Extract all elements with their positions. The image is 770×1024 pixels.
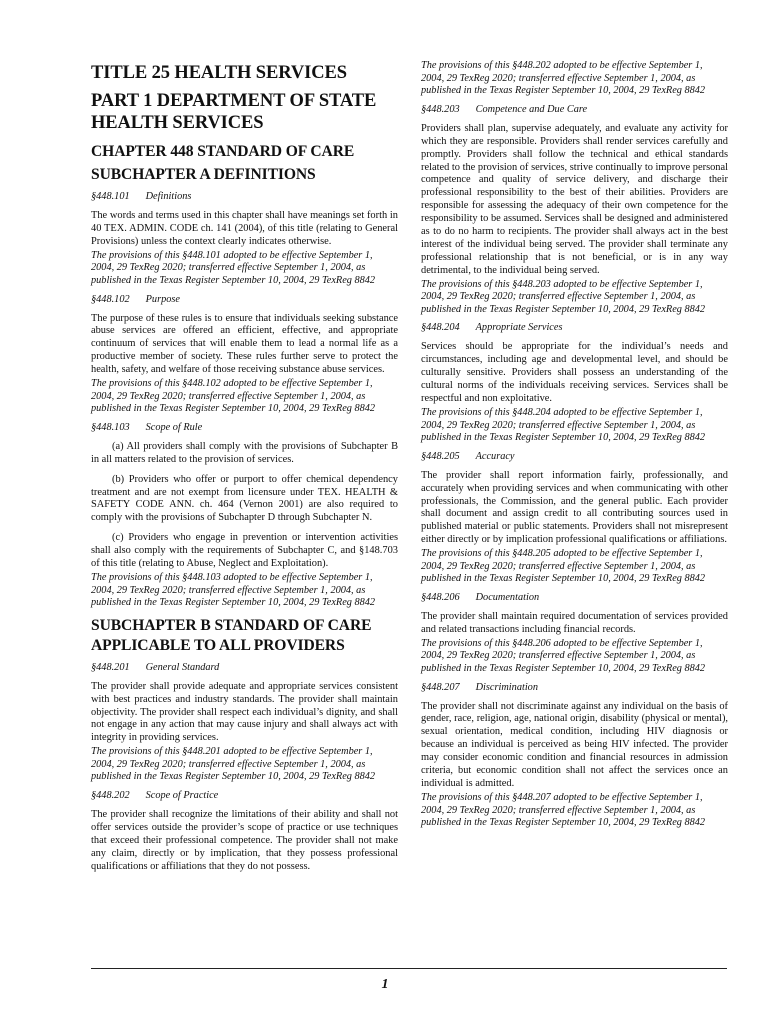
section-heading-448-101: §448.101 Definitions bbox=[91, 191, 192, 202]
section-heading-448-103: §448.103 Scope of Rule bbox=[91, 421, 203, 433]
section-body: The words and terms used in this chapter shall have meanings set forth in 40 TEX. ADMIN. CODE ch. 141 (2004), of this title (relating to General Provisions) unless the context clearly indicates otherwise. bbox=[91, 210, 398, 247]
history-note: The provisions of this §448.201 adopted to be effective September 1, 2004, 29 TexReg 2020; transferred effective September 1, 2004, as published in the Texas Register September 10, 2004, 29 TexReg 8842 bbox=[91, 746, 376, 783]
section-body: The provider shall provide adequate and appropriate services consistent with best practices and industry standards. The provider shall maintain objectivity. The provider shall respect each individual’s dignity, and shall not engage in any action that may cause injury and shall always act with integrity in providing services. bbox=[91, 680, 398, 744]
section-heading-448-203: §448.203 Competence and Due Care bbox=[421, 103, 588, 115]
section-body: Services should be appropriate for the individual’s needs and circumstances, including age and developmental level, and should be culturally sensitive. Providers shall possess an understanding of the cultural norms of the individuals receiving services. Services shall be respectful and non exploitative. bbox=[421, 341, 728, 405]
subsection-a: (a) All providers shall comply with the provisions of Subchapter B in all matters related to the provision of services. bbox=[91, 440, 398, 465]
section-heading-448-102: §448.102 Purpose bbox=[91, 293, 180, 305]
chapter-heading: CHAPTER 448 STANDARD OF CARE bbox=[91, 143, 355, 160]
subchapter-a-heading: SUBCHAPTER A DEFINITIONS bbox=[91, 166, 316, 183]
section-body: The provider shall recognize the limitations of their ability and shall not offer services outside the provider’s scope of practice or use techniques that exceed their professional competence. The provider shall not make any claim, directly or by implication, that they possess professional qualifications or affiliations that they do not possess. bbox=[91, 809, 398, 872]
subsection-c: (c) Providers who engage in prevention or intervention activities shall also comply with the requirements of Subchapter C, and §148.703 of this title (relating to Abuse, Neglect and Exploitation). bbox=[91, 532, 398, 570]
title-heading: TITLE 25 HEALTH SERVICES bbox=[91, 63, 347, 83]
section-heading-448-202: §448.202 Scope of Practice bbox=[91, 790, 219, 802]
section-body: The purpose of these rules is to ensure that individuals seeking substance abuse services are offered an efficient, effective, and appropriate continuum of services that will enable them to lead a normal life as a productive member of society. These rules further serve to protect the health, safety, and welfare of those receiving substance abuse services. bbox=[91, 312, 398, 376]
page-number: 1 bbox=[381, 977, 389, 992]
subchapter-b-heading: SUBCHAPTER B STANDARD OF CARE APPLICABLE TO ALL PROVIDERS bbox=[91, 616, 372, 654]
history-note: The provisions of this §448.101 adopted to be effective September 1, 2004, 29 TexReg 2020; transferred effective September 1, 2004, as published in the Texas Register September 10, 2004, 29 TexReg 8842 bbox=[91, 249, 376, 286]
section-heading-448-204: §448.204 Appropriate Services bbox=[421, 322, 563, 334]
section-heading-448-201: §448.201 General Standard bbox=[91, 661, 220, 673]
right-column bbox=[421, 60, 728, 834]
section-body: The provider shall maintain required documentation of services provided and related transactions including financial records. bbox=[421, 610, 728, 635]
history-note: The provisions of this §448.205 adopted to be effective September 1, 2004, 29 TexReg 2020; transferred effective September 1, 2004, as published in the Texas Register September 10, 2004, 29 TexReg 8842 bbox=[421, 548, 706, 585]
subsection-b: (b) Providers who offer or purport to offer chemical dependency treatment and are not exempt from licensure under TEX. HEALTH & SAFETY CODE ANN. ch. 464 (Vernon 2001) are also required to comply with the provisions of Subchapter D through Subchapter N. bbox=[91, 473, 398, 524]
section-body: The provider shall not discriminate against any individual on the basis of gender, race, religion, age, national origin, disability (physical or mental), sexual orientation, medical condition, including HIV diagnosis or because an individual is perceived as being HIV infected. The provider may consider economic condition and financial resources in admission criteria, but economic condition shall not affect the services once an individual is admitted. bbox=[421, 700, 728, 789]
section-body: Providers shall plan, supervise adequately, and evaluate any activity for which they are responsible. Providers shall render services carefully and promptly. Providers shall follow the technical and ethical standards related to the provision of services, strive continually to improve personal competence and quality of service delivery, and discharge their professional responsibility to the best of their abilities. Providers are responsible for assessing the adequacy of their own competence for the responsibility to be assumed. Services shall be designed and administered as to do no harm to recipients. The provider shall always act in the best interest of the individual being served. The provider shall terminate any professional relationship that is not beneficial, or is in any way detrimental, to the individual being served. bbox=[421, 122, 728, 276]
part-heading: PART 1 DEPARTMENT OF STATE HEALTH SERVICES bbox=[91, 91, 377, 133]
section-body: The provider shall report information fairly, professionally, and accurately when providing services and when communicating with other professionals, the Commission, and the general public. Each provider shall document and assign credit to all contributing sources used in published material or public statements. Providers shall not misrepresent either directly or by implication professional qualifications or affiliations. bbox=[421, 469, 728, 546]
section-heading-448-206: §448.206 Documentation bbox=[421, 591, 540, 603]
history-note: The provisions of this §448.206 adopted to be effective September 1, 2004, 29 TexReg 2020; transferred effective September 1, 2004, as published in the Texas Register September 10, 2004, 29 TexReg 8842 bbox=[421, 637, 706, 674]
history-note: The provisions of this §448.103 adopted to be effective September 1, 2004, 29 TexReg 2020; transferred effective September 1, 2004, as published in the Texas Register September 10, 2004, 29 TexReg 8842 bbox=[91, 571, 376, 609]
left-column bbox=[91, 60, 398, 875]
history-note: The provisions of this §448.203 adopted to be effective September 1, 2004, 29 TexReg 2020; transferred effective September 1, 2004, as published in the Texas Register September 10, 2004, 29 TexReg 8842 bbox=[421, 278, 706, 315]
history-note: The provisions of this §448.207 adopted to be effective September 1, 2004, 29 TexReg 2020; transferred effective September 1, 2004, as published in the Texas Register September 10, 2004, 29 TexReg 8842 bbox=[421, 791, 706, 829]
footer-rule bbox=[91, 968, 727, 969]
section-heading-448-205: §448.205 Accuracy bbox=[421, 450, 515, 462]
history-note: The provisions of this §448.202 adopted to be effective September 1, 2004, 29 TexReg 2020; transferred effective September 1, 2004, as published in the Texas Register September 10, 2004, 29 TexReg 8842 bbox=[421, 60, 706, 97]
history-note: The provisions of this §448.102 adopted to be effective September 1, 2004, 29 TexReg 2020; transferred effective September 1, 2004, as published in the Texas Register September 10, 2004, 29 TexReg 8842 bbox=[91, 378, 376, 415]
section-heading-448-207: §448.207 Discrimination bbox=[421, 681, 538, 693]
history-note: The provisions of this §448.204 adopted to be effective September 1, 2004, 29 TexReg 2020; transferred effective September 1, 2004, as published in the Texas Register September 10, 2004, 29 TexReg 8842 bbox=[421, 406, 706, 444]
